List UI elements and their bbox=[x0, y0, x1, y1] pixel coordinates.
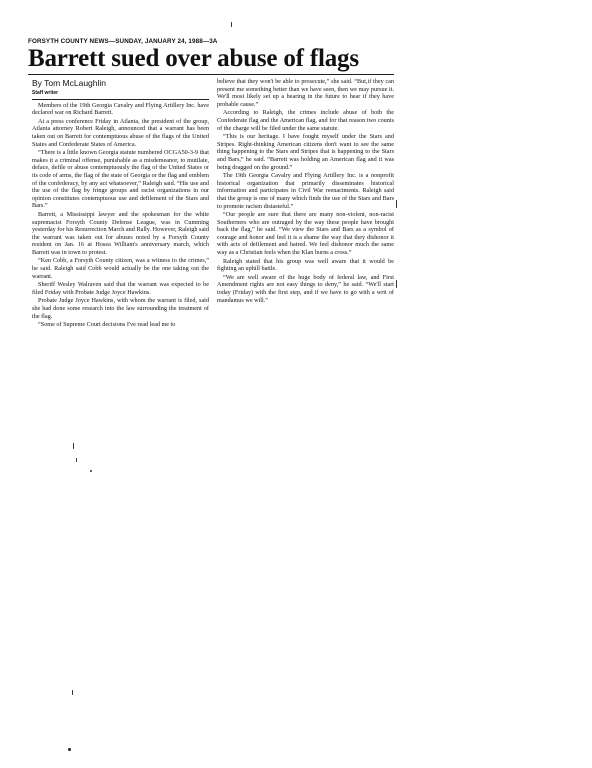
byline: By Tom McLaughlin bbox=[32, 78, 107, 88]
paragraph: Raleigh stated that his group was well aware that it would be fighting an uphill battle. bbox=[217, 257, 394, 273]
scan-speck bbox=[76, 458, 77, 462]
article-column-left bbox=[32, 78, 209, 330]
scan-speck bbox=[73, 443, 74, 449]
paragraph: “We are well aware of the huge body of federal law, and First Amendment rights are not easy things to deny,” he said. “We'll start today (Friday) with the first step, and if we have to go with a writ of mandamus we will.” bbox=[217, 273, 394, 304]
paragraph: Sheriff Wesley Walraven said that the warrant was expected to be filed Friday with Probate Judge Joyce Hawkins. bbox=[32, 281, 209, 296]
headline: Barrett sued over abuse of flags bbox=[28, 45, 359, 72]
scan-speck bbox=[90, 470, 92, 472]
paragraph: “Our people are sure that there are many non-violent, non-racist Southerners who are outraged by the way these people have brought back the flag,” he said. “We view the Stars and Bars as a symbol of courage and honor and feel it is a shame the way that they dishonor it with acts of defilement and hatred. We feel dishonor much the same way as a Christian feels when the Klan burns a cross.” bbox=[217, 211, 394, 257]
paragraph: Barrett, a Mississippi lawyer and the spokesman for the white supremacist Forsyth County Defense League, was in Cumming yesterday for his Resurrection March and Rally. However, Raleigh said the warrant was taken out for abuses noted by a Forsyth County resident on Jan. 16 at Hosea William's anniversary march, which Barrett was in town to protest. bbox=[32, 210, 209, 256]
scan-speck bbox=[396, 200, 397, 208]
paragraph: According to Raleigh, the crimes include abuse of both the Confederate flag and the American flag, and for that reason two counts of the charge will be filed under the same statute. bbox=[217, 109, 394, 132]
paragraph: Probate Judge Joyce Hawkins, with whom the warrant is filed, said she had done some research into the law surrounding the treatment of the flag. bbox=[32, 297, 209, 320]
paragraph: “This is our heritage. I have fought myself under the Stars and Stripes. Right-thinking American citizens don't want to see the same thing happening to the Stars and Stripes that is happening to the Stars and Bars,” he said. “Barrett was holding an American flag and it was being dragged on the ground.” bbox=[217, 133, 394, 171]
scan-speck bbox=[68, 748, 71, 751]
paragraph: “Ken Cobb, a Forsyth County citizen, was a witness to the crimes,” he said. Raleigh said Cobb would actually be the one taking out the warrant. bbox=[32, 257, 209, 280]
scan-speck bbox=[72, 690, 73, 695]
paragraph: Members of the 19th Georgia Cavalry and Flying Artillery Inc. have declared war on Richard Barrett. bbox=[32, 101, 209, 117]
dateline: FORSYTH COUNTY NEWS—SUNDAY, JANUARY 24, 1988—3A bbox=[28, 38, 218, 45]
scan-speck bbox=[396, 280, 397, 288]
paragraph: At a press conference Friday in Atlanta, the president of the group, Atlanta attorney Robert Raleigh, announced that a warrant has been taken out on Barrett for contemptuous abuse of the flags of the United States and Confederate States of America. bbox=[32, 117, 209, 148]
byline-role: Staff writer bbox=[32, 90, 209, 100]
paragraph: The 19th Georgia Cavalry and Flying Artillery Inc. is a nonprofit historical organization that primarily disseminates historical information and participates in Civil War reenactments. Raleigh said that the group is one of many which finds the use of the Stars and Bars to promote racism distasteful.” bbox=[217, 172, 394, 210]
headline-rule bbox=[28, 74, 394, 75]
article-column-right bbox=[217, 78, 394, 305]
paragraph: “Some of Supreme Court decisions I've read lead me to bbox=[38, 321, 176, 329]
newspaper-clipping bbox=[28, 38, 394, 378]
paragraph: “There is a little known Georgia statute numbered OCGA50-3-9 that makes it a criminal offense, punishable as a misdemeanor, to mutilate, deface, defile or abuse contemptuously the flag of the United States or its code of arms, the flag of the state of Georgia or the flag and emblem of the confederacy, by any act whatsoever,” Raleigh said. “His use and the use of the flag by fringe groups and racist organizations in our opinion constitutes contemptuous use and defilement of the Stars and Bars.” bbox=[32, 149, 209, 210]
scan-speck bbox=[231, 22, 232, 27]
paragraph: believe that they won't be able to prosecute,” she said. “But,if they can present me something better than we have seen, then we may pursue it. We'll most likely set up a hearing in the future to hear if they have probable cause.” bbox=[217, 78, 394, 108]
